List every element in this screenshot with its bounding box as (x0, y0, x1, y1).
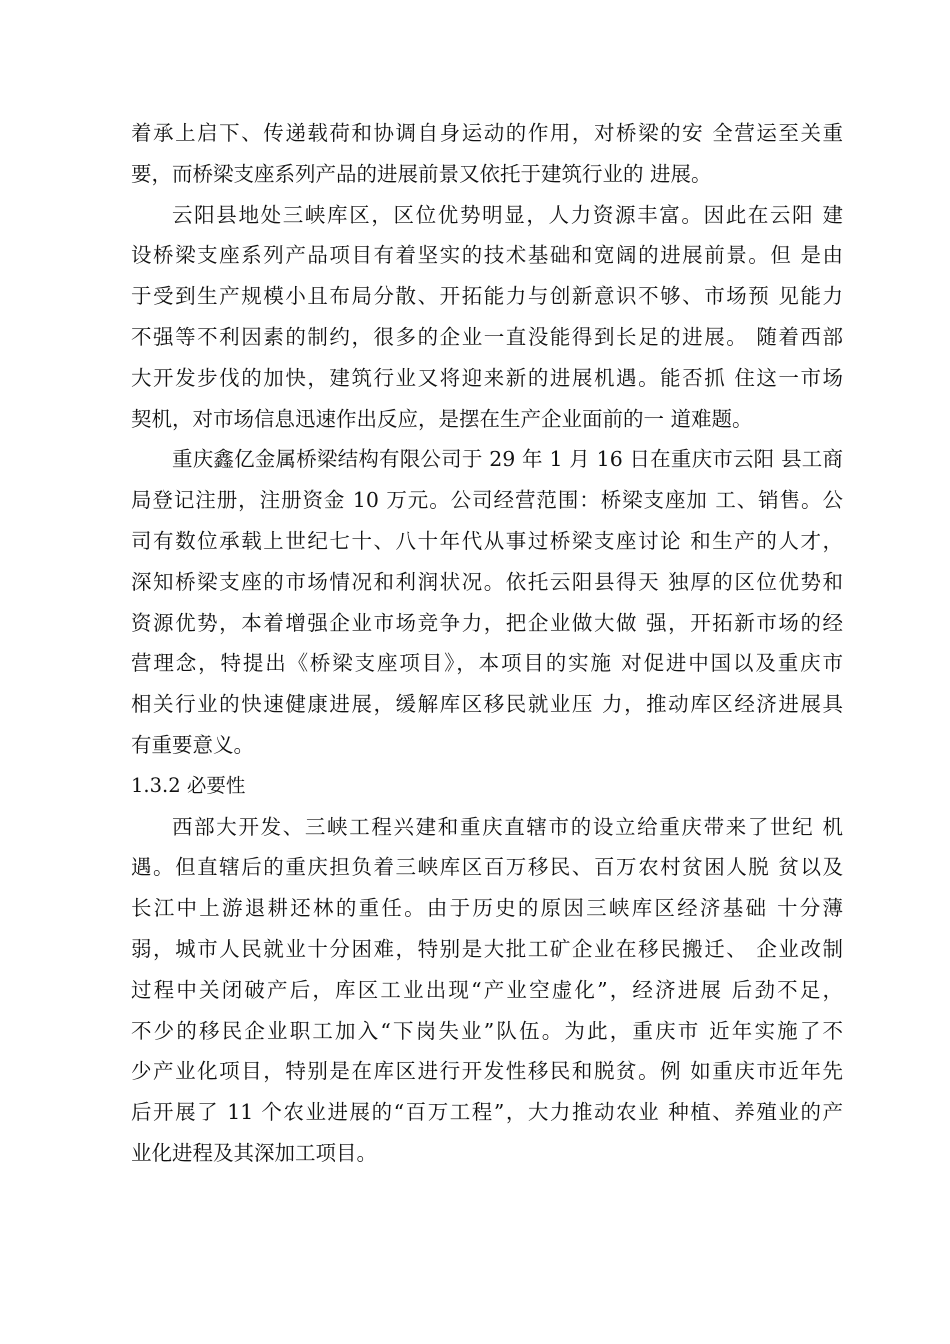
text-line: 要，而桥梁支座系列产品的进展前景又依托于建筑行业的 进展。 (131, 161, 712, 186)
text-line: 局登记注册，注册资金 10 万元。公司经营范围：桥梁支座加 工、销售。公 (131, 488, 843, 513)
text-line: 弱，城市人民就业十分困难，特别是大批工矿企业在移民搬迁、 企业改制 (131, 936, 843, 961)
text-line: 营理念，特提出《桥梁支座项目》，本项目的实施 对促进中国以及重庆市 (131, 651, 843, 676)
text-line: 着承上启下、传递载荷和协调自身运动的作用，对桥梁的安 全营运至关重 (131, 121, 843, 145)
text-line: 过程中关闭破产后，库区工业出现“产业空虚化”，经济进展 后劲不足， (131, 977, 843, 1002)
text-line: 云阳县地处三峡库区，区位优势明显，人力资源丰富。因此在云阳 建 (172, 202, 843, 227)
text-line: 不强等不利因素的制约，很多的企业一直没能得到长足的进展。 随着西部 (131, 324, 843, 349)
text-line: 相关行业的快速健康进展，缓解库区移民就业压 力，推动库区经济进展具 (131, 692, 843, 717)
text-line: 重庆鑫亿金属桥梁结构有限公司于 29 年 1 月 16 日在重庆市云阳 县工商 (172, 447, 843, 472)
text-line: 资源优势，本着增强企业市场竞争力，把企业做大做 强，开拓新市场的经 (131, 610, 843, 635)
text-line: 大开发步伐的加快，建筑行业又将迎来新的进展机遇。能否抓 住这一市场 (131, 365, 843, 390)
text-line: 不少的移民企业职工加入“下岗失业”队伍。为此，重庆市 近年实施了不 (131, 1018, 843, 1043)
text-line: 西部大开发、三峡工程兴建和重庆直辖市的设立给重庆带来了世纪 机 (172, 814, 843, 839)
text-line: 有重要意义。 (131, 732, 254, 757)
text-line: 长江中上游退耕还林的重任。由于历史的原因三峡库区经济基础 十分薄 (131, 896, 843, 921)
paragraph (131, 439, 843, 765)
text-line: 遇。但直辖后的重庆担负着三峡库区百万移民、百万农村贫困人脱 贫以及 (131, 855, 843, 880)
text-line: 司有数位承载上世纪七十、八十年代从事过桥梁支座讨论 和生产的人才， (131, 528, 843, 553)
text-line: 后开展了 11 个农业进展的“百万工程”，大力推动农业 种植、养殖业的产 (131, 1100, 843, 1125)
text-line: 设桥梁支座系列产品项目有着坚实的技术基础和宽阔的进展前景。但 是由 (131, 243, 843, 268)
document-body (131, 113, 843, 1174)
text-line: 契机，对市场信息迅速作出反应，是摆在生产企业面前的一 道难题。 (131, 406, 753, 431)
paragraph (131, 113, 843, 195)
paragraph (131, 195, 843, 440)
text-line: 深知桥梁支座的市场情况和利润状况。依托云阳县得天 独厚的区位优势和 (131, 569, 843, 594)
text-line: 于受到生产规模小且布局分散、开拓能力与创新意识不够、市场预 见能力 (131, 284, 843, 309)
text-line: 业化进程及其深加工项目。 (131, 1140, 377, 1165)
section-heading: 1.3.2 必要性 (131, 773, 246, 797)
text-line: 少产业化项目，特别是在库区进行开发性移民和脱贫。例 如重庆市近年先 (131, 1059, 843, 1084)
paragraph (131, 807, 843, 1174)
